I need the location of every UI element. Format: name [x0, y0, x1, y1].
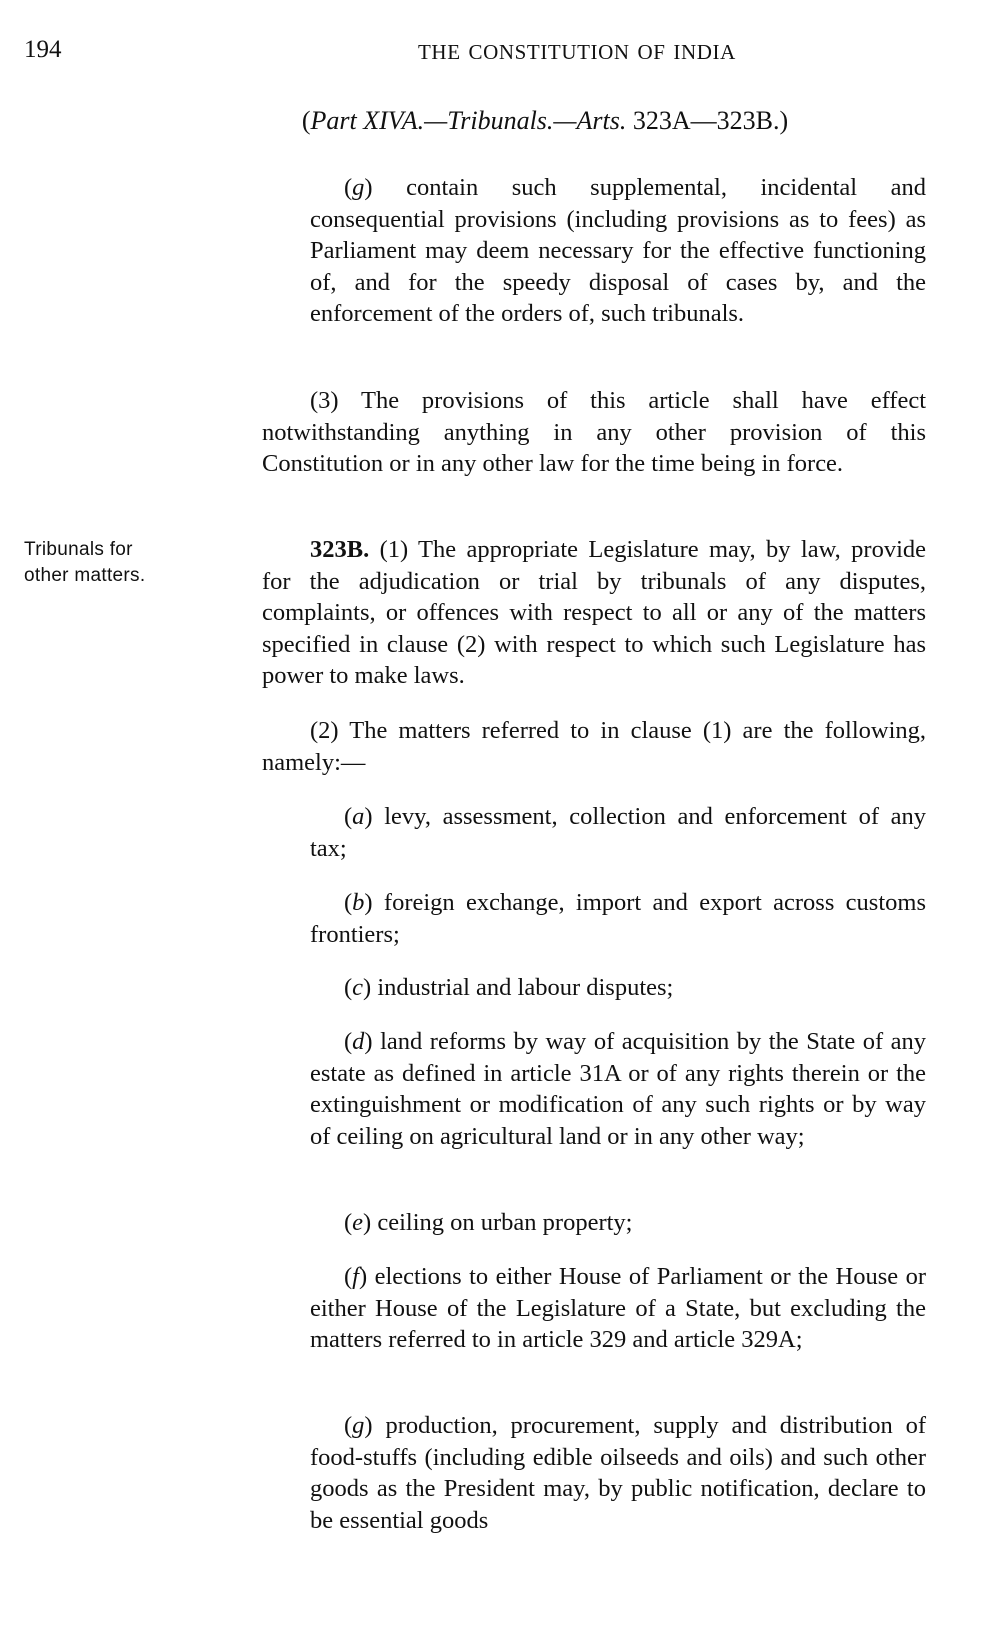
item-marker: b — [352, 889, 365, 916]
list-item-g: (g) production, procurement, supply and distribution of food-stuffs (including edible oilseeds and oils) and such other goods as the President may, by public notification, declare to be essential goods — [310, 1412, 926, 1534]
item-text: land reforms by way of acquisition by the State of any estate as defined in article 31A or of any rights therein or the extinguishment or modification of any such rights or by way of ceiling on agricultural land or in any other way; — [310, 1028, 926, 1150]
item-marker: e — [352, 1209, 364, 1236]
running-title: THE CONSTITUTION OF INDIA — [418, 40, 736, 64]
item-text: industrial and labour disputes; — [377, 974, 674, 1001]
clause-marker: g — [352, 174, 365, 201]
margin-note-line1: Tribunals for — [24, 539, 133, 560]
list-item-c: (c) industrial and labour disputes; — [344, 974, 674, 1001]
list-item-a: (a) levy, assessment, collection and enforcement of any tax; — [310, 803, 926, 862]
article-number: 323B. — [310, 536, 370, 563]
item-marker: d — [352, 1028, 365, 1055]
item-marker: f — [352, 1263, 359, 1290]
item-text: foreign exchange, import and export across customs frontiers; — [310, 889, 926, 948]
art323b-clause-2: (2) The matters referred to in clause (1) are the following, namely:— — [262, 717, 926, 776]
part-heading-articles: 323A—323B. — [626, 106, 780, 135]
part-heading — [0, 106, 1000, 136]
art323a-clause-3: (3) The provisions of this article shall have effect notwithstanding anything in any other provision of this Constitution or in any other law for the time being in force. — [262, 387, 926, 477]
list-item-d: (d) land reforms by way of acquisition by the State of any estate as defined in article 31A or of any rights therein or the extinguishment or modification of any such rights or by way of ceiling on agricultural land or in any other way; — [310, 1028, 926, 1150]
page-header — [0, 36, 1000, 66]
part-heading-open: ( — [301, 106, 311, 135]
part-heading-part: Part XIVA.—Tribunals.—Arts. — [310, 106, 627, 135]
item-text: elections to either House of Parliament or the House or either House of the Legislature of a State, but excluding the matters referred to in article 329 and article 329A; — [310, 1263, 926, 1353]
list-item-b: (b) foreign exchange, import and export across customs frontiers; — [310, 889, 926, 948]
margin-note — [24, 537, 194, 589]
clause-text: contain such supplemental, incidental and consequential provisions (including provisions as to fees) as Parliament may deem necessary for the effective functioning of, and for the speedy disposal of cases by, and the enforcement of the orders of, such tribunals. — [310, 174, 926, 327]
item-marker: g — [352, 1412, 365, 1439]
item-marker: a — [352, 803, 365, 830]
art323b-clause-1 — [262, 534, 926, 692]
item-text: levy, assessment, collection and enforcement of any tax; — [310, 803, 926, 862]
margin-note-line2: other matters. — [24, 565, 146, 586]
clause-text: (1) The appropriate Legislature may, by law, provide for the adjudication or trial by tribunals of any disputes, complaints, or offences with respect to all or any of the matters specified in clause (2) with respect to which such Legislature has power to make laws. — [262, 536, 926, 689]
item-text: production, procurement, supply and distribution of food-stuffs (including edible oilseeds and oils) and such other goods as the President may, by public notification, declare to be essential goods — [310, 1412, 926, 1534]
part-heading-close: ) — [779, 106, 789, 135]
list-item-f: (f) elections to either House of Parliament or the House or either House of the Legislature of a State, but excluding the matters referred to in article 329 and article 329A; — [310, 1263, 926, 1353]
list-item-e: (e) ceiling on urban property; — [344, 1209, 633, 1236]
item-marker: c — [352, 974, 364, 1001]
art323a-clause-g: (g) contain such supplemental, incidental and consequential provisions (including provisions as to fees) as Parliament may deem necessary for the effective functioning of, and for the speedy disposal of cases by, and the enforcement of the orders of, such tribunals. — [310, 174, 926, 327]
page-number: 194 — [24, 36, 62, 63]
item-text: ceiling on urban property; — [377, 1209, 633, 1236]
